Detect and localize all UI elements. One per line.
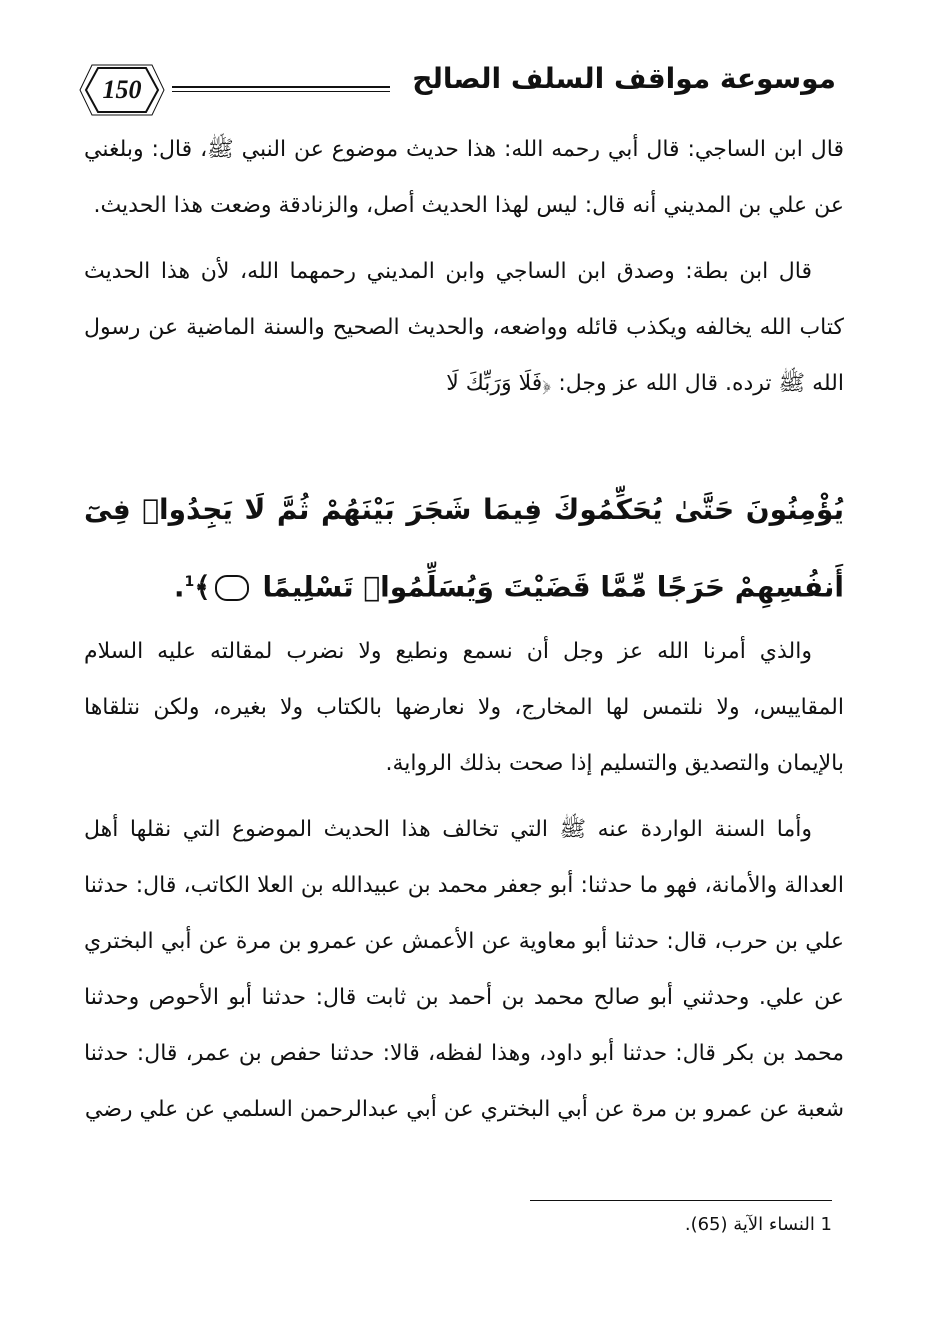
quran-verse-block xyxy=(84,474,844,623)
paragraph: وأما السنة الواردة عنه ﷺ التي تخالف هذا الحديث الموضوع التي نقلها أهل العدالة والأمانة، فهو ما حدثنا: أبو جعفر محمد بن عبيدالله بن العلا الكاتب، قال: حدثنا علي بن حرب، قال: حدثنا أبو معاوية عن الأعمش عن عمرو بن مرة عن أبي البختري عن علي. وحدثني أبو صالح محمد بن أحمد بن ثابت قال: حدثنا أبو الأحوص وحدثنا محمد بن بكر قال: حدثنا أبو داود، وهذا لفظه، قالا: حدثنا حفص بن عمر، قال: حدثنا شعبة عن عمرو بن مرة عن أبي البختري عن أبي عبدالرحمن السلمي عن علي رضي xyxy=(84,817,844,1122)
page-header xyxy=(76,58,836,130)
header-rule xyxy=(172,86,390,88)
page-number: 150 xyxy=(102,75,142,104)
footnote: 1 النساء الآية (65). xyxy=(684,1214,832,1235)
paragraph: قال ابن الساجي: قال أبي رحمه الله: هذا حديث موضوع عن النبي ﷺ، قال: وبلغني عن علي بن المديني أنه قال: ليس لهذا الحديث أصل، والزنادقة وضعت هذا الحديث. xyxy=(84,137,844,218)
quran-close-bracket: ﴾ xyxy=(194,570,211,604)
book-title: موسوعة مواقف السلف الصالح xyxy=(412,62,836,95)
page-number-badge xyxy=(76,64,168,116)
paragraph: قال ابن بطة: وصدق ابن الساجي وابن المديني رحمهما الله، لأن هذا الحديث كتاب الله يخالفه ويكذب قائله وواضعه، والحديث الصحيح والسنة الماضية عن رسول الله ﷺ ترده. قال الله عز وجل: ﴿فَلَا وَرَبِّكَ لَا xyxy=(84,259,844,396)
body-text-top xyxy=(84,122,844,412)
paragraph: والذي أمرنا الله عز وجل أن نسمع ونطيع ولا نضرب لمقالته عليه السلام المقاييس، ولا نلتمس لها المخارج، ولا نعارضها بالكتاب ولا بغيره، ولكن نتلقاها بالإيمان والتصديق والتسليم إذا صحت بذلك الرواية. xyxy=(84,639,844,776)
body-text-bottom xyxy=(84,624,844,1138)
quran-verse: يُؤْمِنُونَ حَتَّىٰ يُحَكِّمُوكَ فِيمَا شَجَرَ بَيْنَهُمْ ثُمَّ لَا يَجِدُوا۟ فِىٓ أَنفُسِهِمْ حَرَجًا مِّمَّا قَضَيْتَ وَيُسَلِّمُوا۟ تَسْلِيمًا xyxy=(84,493,844,604)
verse-end-period: . xyxy=(173,570,185,604)
footnote-divider xyxy=(530,1200,832,1201)
header-rule-thin xyxy=(172,91,390,92)
ayah-number-icon xyxy=(215,575,249,601)
footnote-reference: 1 xyxy=(184,574,195,590)
